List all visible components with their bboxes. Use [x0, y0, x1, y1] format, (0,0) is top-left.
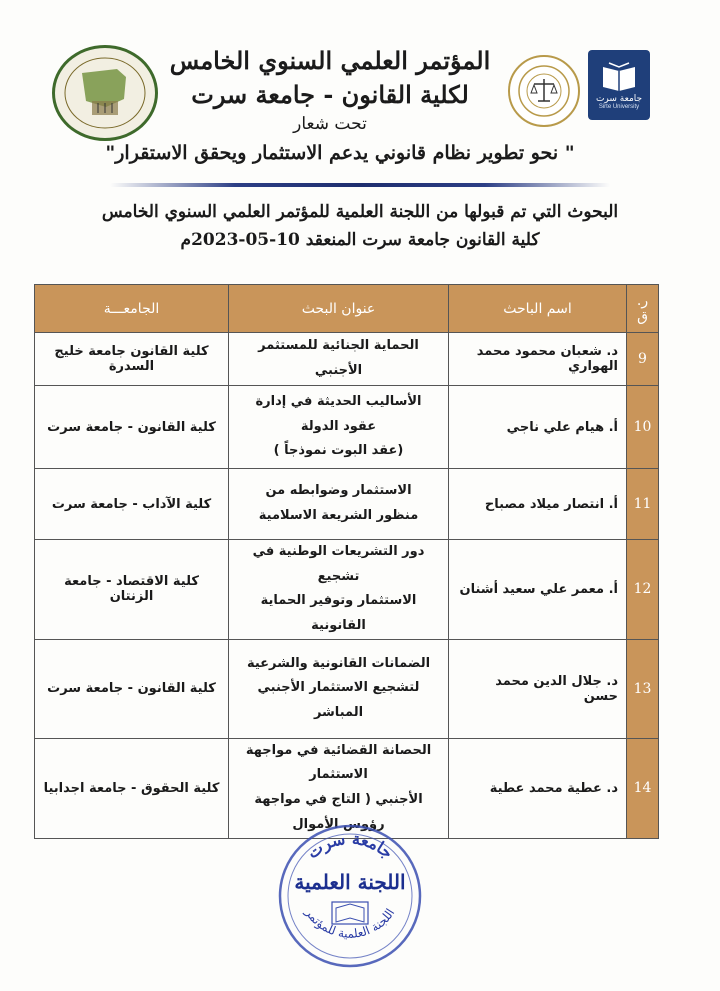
row-num: 14: [627, 738, 659, 838]
row-university: كلية القانون - جامعة سرت: [35, 386, 229, 469]
row-university: كلية الحقوق - جامعة اجدابيا: [35, 738, 229, 838]
row-researcher: أ. هيام علي ناجي: [449, 386, 627, 469]
header-num: ر. ق: [627, 285, 659, 333]
scales-icon: [516, 63, 572, 119]
law-faculty-seal: [508, 55, 580, 127]
logo-arabic-text: جامعة سرت: [595, 93, 643, 104]
row-num: 9: [627, 333, 659, 386]
table-row: [35, 469, 659, 540]
scientific-committee-stamp: [270, 818, 430, 968]
row-title: [229, 469, 449, 540]
stamp-center-text: اللجنة العلمية: [294, 870, 406, 894]
row-num: 13: [627, 639, 659, 738]
logo-english-text: Sirte University: [598, 103, 640, 110]
svg-text:اللجنة العلمية للمؤتمر: [302, 905, 397, 941]
sirte-university-logo: [588, 50, 650, 120]
row-researcher: د. عطية محمد عطية: [449, 738, 627, 838]
row-title: [229, 386, 449, 469]
faculty-title: لكلية القانون - جامعة سرت: [191, 80, 469, 109]
row-university: كلية الاقتصاد - جامعة الزنتان: [35, 540, 229, 640]
row-researcher: أ. معمر علي سعيد أشنان: [449, 540, 627, 640]
row-university: كلية القانون - جامعة سرت: [35, 639, 229, 738]
stamp-top-text: جامعة سرت: [303, 828, 397, 863]
row-university: كلية الآداب - جامعة سرت: [35, 469, 229, 540]
row-title-line: منظور الشريعة الاسلامية: [258, 508, 419, 523]
row-title-line: الاستثمار وضوابطه من: [265, 483, 412, 499]
row-title: [229, 333, 449, 386]
header-title: عنوان البحث: [229, 285, 449, 333]
conference-logo: [52, 45, 158, 141]
row-title: [229, 639, 449, 738]
slogan-label: تحت شعار: [293, 114, 367, 134]
table-row: [35, 386, 659, 469]
stamp-bottom-text: اللجنة العلمية للمؤتمر: [302, 905, 398, 941]
row-title-line: (عقد البوت نموذجاً ): [273, 443, 404, 459]
row-title-line: دور التشريعات الوطنية في تشجيع: [252, 544, 425, 584]
accepted-papers-table: [34, 284, 659, 839]
row-num: 11: [627, 469, 659, 540]
row-title-line: الأجنبي ( التاج في مواجهة رؤوس الأموال: [254, 792, 423, 832]
row-title-line: لتشجيع الاستثمار الأجنبي المباشر: [257, 680, 420, 721]
row-title-line: الحصانة القضائية في مواجهة الاستثمار: [245, 742, 432, 783]
row-num: 12: [627, 540, 659, 640]
row-title-line: الحماية الجنائية للمستثمر الأجنبي: [258, 338, 419, 378]
table-row: [35, 639, 659, 738]
header-divider: [110, 183, 610, 187]
row-title-line: الاستثمار وتوفير الحماية القانونية: [260, 593, 417, 634]
row-num: 10: [627, 386, 659, 469]
row-title-line: الأساليب الحديثة في إدارة عقود الدولة: [255, 393, 422, 434]
header-researcher: اسم الباحث: [449, 285, 627, 333]
row-researcher: د. شعبان محمود محمد الهواري: [449, 333, 627, 386]
row-researcher: د. جلال الدين محمد حسن: [449, 639, 627, 738]
conference-date-heading: كلية القانون جامعة سرت المنعقد 10-05-2023م: [180, 230, 540, 250]
header-university: الجامعـــة: [35, 285, 229, 333]
book-icon: [599, 61, 639, 91]
table-header-row: [35, 285, 659, 333]
row-university: كلية القانون جامعة خليج السدرة: [35, 333, 229, 386]
row-title: [229, 540, 449, 640]
slogan-text: " نحو تطوير نظام قانوني يدعم الاستثمار ويحقق الاستقرار": [105, 142, 575, 164]
libya-map-icon: [62, 55, 148, 131]
accepted-papers-heading: البحوث التي تم قبولها من اللجنة العلمية للمؤتمر العلمي السنوي الخامس: [101, 202, 619, 222]
row-researcher: أ. انتصار ميلاد مصباح: [449, 469, 627, 540]
conference-title: المؤتمر العلمي السنوي الخامس: [169, 46, 491, 75]
table-row: [35, 540, 659, 640]
row-title-line: الضمانات القانونية والشرعية: [246, 655, 431, 671]
table-row: [35, 333, 659, 386]
